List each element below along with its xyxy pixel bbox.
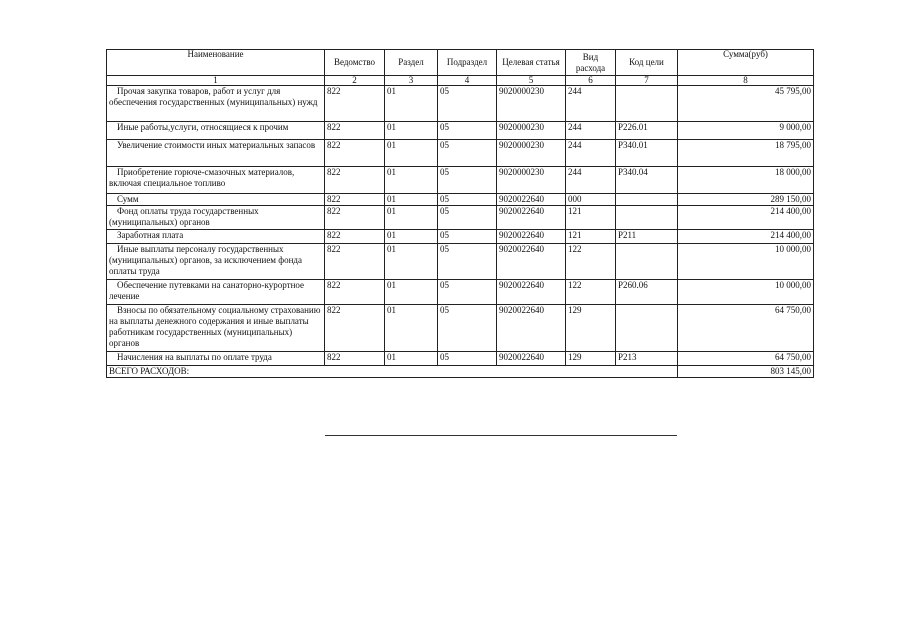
col-header-statya: Целевая статья xyxy=(497,50,566,76)
row-kod xyxy=(616,244,678,280)
row-statya: 9020022640 xyxy=(497,194,566,206)
table-row xyxy=(107,305,814,352)
row-statya: 9020022640 xyxy=(497,352,566,366)
row-razdel: 01 xyxy=(385,167,438,194)
row-podrazdel: 05 xyxy=(438,86,497,122)
row-summa: 64 750,00 xyxy=(678,352,814,366)
row-name: Иные работы,услуги, относящиеся к прочим xyxy=(107,122,325,140)
column-number: 4 xyxy=(438,76,497,86)
row-summa: 10 000,00 xyxy=(678,280,814,305)
row-razdel: 01 xyxy=(385,280,438,305)
header-row xyxy=(107,50,814,76)
table-row xyxy=(107,352,814,366)
row-podrazdel: 05 xyxy=(438,194,497,206)
row-name: Взносы по обязательному социальному страхованию на выплаты денежного содержания и иные выплаты работникам государственных (муниципальных) органов xyxy=(107,305,325,352)
row-statya: 9020022640 xyxy=(497,305,566,352)
row-ved: 822 xyxy=(325,140,385,167)
row-name: Иные выплаты персоналу государственных (муниципальных) органов, за исключением фонда оплаты труда xyxy=(107,244,325,280)
column-number: 3 xyxy=(385,76,438,86)
row-vid: 122 xyxy=(566,280,616,305)
row-ved: 822 xyxy=(325,280,385,305)
row-summa: 214 400,00 xyxy=(678,206,814,230)
table-row xyxy=(107,206,814,230)
row-ved: 822 xyxy=(325,230,385,244)
row-razdel: 01 xyxy=(385,86,438,122)
row-podrazdel: 05 xyxy=(438,122,497,140)
row-podrazdel: 05 xyxy=(438,140,497,167)
col-header-kod: Код цели xyxy=(616,50,678,76)
total-row xyxy=(107,366,814,378)
row-vid: 129 xyxy=(566,305,616,352)
column-number: 1 xyxy=(107,76,325,86)
row-name: Заработная плата xyxy=(107,230,325,244)
row-name: Начисления на выплаты по оплате труда xyxy=(107,352,325,366)
row-statya: 9020000230 xyxy=(497,167,566,194)
row-kod: Р213 xyxy=(616,352,678,366)
row-statya: 9020022640 xyxy=(497,280,566,305)
row-razdel: 01 xyxy=(385,206,438,230)
row-kod: Р340.01 xyxy=(616,140,678,167)
table-row xyxy=(107,122,814,140)
row-name: Фонд оплаты труда государственных (муниципальных) органов xyxy=(107,206,325,230)
row-name: Прочая закупка товаров, работ и услуг для обеспечения государственных (муниципальных) нужд xyxy=(107,86,325,122)
row-kod: Р226.01 xyxy=(616,122,678,140)
row-kod xyxy=(616,305,678,352)
col-header-ved: Ведомство xyxy=(325,50,385,76)
row-podrazdel: 05 xyxy=(438,244,497,280)
table-row xyxy=(107,194,814,206)
row-podrazdel: 05 xyxy=(438,230,497,244)
total-label: ВСЕГО РАСХОДОВ: xyxy=(107,366,678,378)
col-header-podrazdel: Подраздел xyxy=(438,50,497,76)
row-vid: 121 xyxy=(566,206,616,230)
row-podrazdel: 05 xyxy=(438,305,497,352)
total-amount: 803 145,00 xyxy=(678,366,814,378)
table-row xyxy=(107,140,814,167)
row-summa: 9 000,00 xyxy=(678,122,814,140)
row-ved: 822 xyxy=(325,206,385,230)
row-vid: 000 xyxy=(566,194,616,206)
row-razdel: 01 xyxy=(385,244,438,280)
row-summa: 64 750,00 xyxy=(678,305,814,352)
column-number: 2 xyxy=(325,76,385,86)
budget-table xyxy=(106,49,814,378)
row-razdel: 01 xyxy=(385,194,438,206)
row-ved: 822 xyxy=(325,167,385,194)
column-number-row xyxy=(107,76,814,86)
column-number: 5 xyxy=(497,76,566,86)
row-ved: 822 xyxy=(325,122,385,140)
col-header-vid: Вид расхода xyxy=(566,50,616,76)
row-summa: 45 795,00 xyxy=(678,86,814,122)
row-summa: 289 150,00 xyxy=(678,194,814,206)
row-vid: 244 xyxy=(566,122,616,140)
row-vid: 244 xyxy=(566,86,616,122)
row-ved: 822 xyxy=(325,86,385,122)
row-statya: 9020000230 xyxy=(497,140,566,167)
row-kod: Р211 xyxy=(616,230,678,244)
signature-line xyxy=(325,435,677,436)
row-summa: 18 795,00 xyxy=(678,140,814,167)
table-row xyxy=(107,230,814,244)
row-statya: 9020000230 xyxy=(497,122,566,140)
column-number: 8 xyxy=(678,76,814,86)
row-summa: 214 400,00 xyxy=(678,230,814,244)
table-row xyxy=(107,167,814,194)
row-ved: 822 xyxy=(325,352,385,366)
row-kod xyxy=(616,86,678,122)
table-row xyxy=(107,86,814,122)
col-header-razdel: Раздел xyxy=(385,50,438,76)
row-summa: 18 000,00 xyxy=(678,167,814,194)
row-ved: 822 xyxy=(325,305,385,352)
row-razdel: 01 xyxy=(385,305,438,352)
row-name: Увеличение стоимости иных материальных запасов xyxy=(107,140,325,167)
col-header-summa: Сумма(руб) xyxy=(678,50,814,76)
row-statya: 9020022640 xyxy=(497,206,566,230)
row-kod xyxy=(616,194,678,206)
row-name: Обеспечение путевками на санаторно-курортное лечение xyxy=(107,280,325,305)
row-vid: 121 xyxy=(566,230,616,244)
col-header-name: Наименование xyxy=(107,50,325,76)
row-vid: 244 xyxy=(566,167,616,194)
row-kod xyxy=(616,206,678,230)
column-number: 6 xyxy=(566,76,616,86)
row-statya: 9020000230 xyxy=(497,86,566,122)
row-podrazdel: 05 xyxy=(438,280,497,305)
row-ved: 822 xyxy=(325,194,385,206)
row-kod: Р260.06 xyxy=(616,280,678,305)
row-vid: 122 xyxy=(566,244,616,280)
row-summa: 10 000,00 xyxy=(678,244,814,280)
table-row xyxy=(107,244,814,280)
row-ved: 822 xyxy=(325,244,385,280)
row-statya: 9020022640 xyxy=(497,230,566,244)
table-row xyxy=(107,280,814,305)
row-razdel: 01 xyxy=(385,122,438,140)
row-razdel: 01 xyxy=(385,352,438,366)
row-name: Сумм xyxy=(107,194,325,206)
row-podrazdel: 05 xyxy=(438,206,497,230)
row-razdel: 01 xyxy=(385,230,438,244)
column-number: 7 xyxy=(616,76,678,86)
row-kod: Р340.04 xyxy=(616,167,678,194)
row-vid: 244 xyxy=(566,140,616,167)
row-razdel: 01 xyxy=(385,140,438,167)
row-name: Приобретение горюче-смазочных материалов, включая специальное топливо xyxy=(107,167,325,194)
row-podrazdel: 05 xyxy=(438,167,497,194)
row-vid: 129 xyxy=(566,352,616,366)
row-statya: 9020022640 xyxy=(497,244,566,280)
row-podrazdel: 05 xyxy=(438,352,497,366)
